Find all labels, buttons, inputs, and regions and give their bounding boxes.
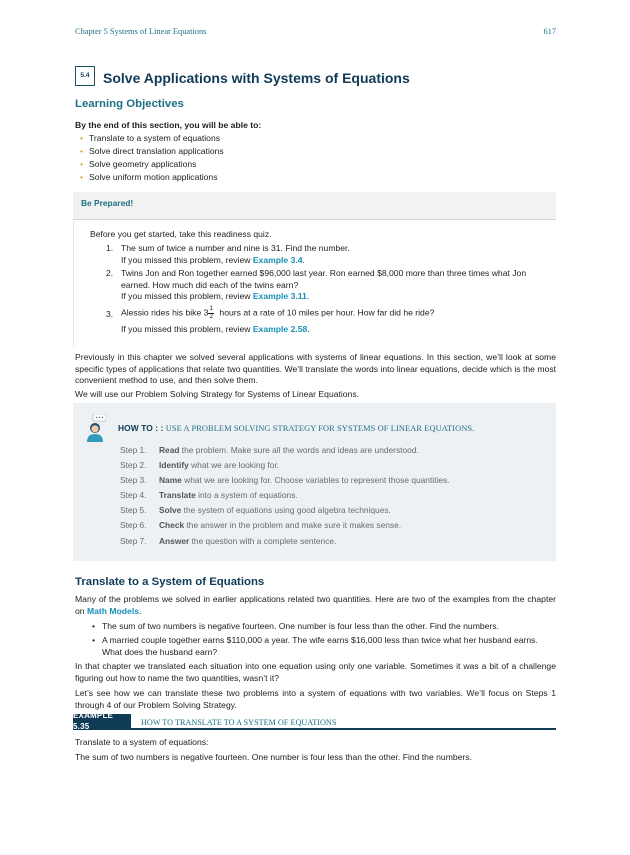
example-bullet: • The sum of two numbers is negative fourteen. One number is four less than the other. Find the numbers. [92,621,556,633]
body-paragraph: Previously in this chapter we solved several applications with systems of linear equations. In this section, we’ll look at some specific types of applications that relate two quantities. We’ll translate the words into linear equations, decide which is the most convenient method to use, and then solve them. [75,352,556,386]
example-instruction: Translate to a system of equations: [75,737,209,747]
review-link[interactable]: Example 3.4 [252,254,303,265]
objective-item: • Solve geometry applications [80,159,224,172]
review-link[interactable]: Example 3.11 [252,291,307,302]
running-head [75,26,556,37]
subsection-heading: Translate to a System of Equations [75,576,265,588]
quiz-question: Twins Jon and Ron together earned $96,000 last year. Ron earned $8,000 more than three times what Jon earned. How much did each of the twins earn? [121,268,527,290]
quiz-review: If you missed this problem, review Example 2.58. [121,324,310,334]
quiz-question: The sum of twice a number and nine is 31. Find the number. [121,243,350,253]
quiz-question: Alessio rides his bike 3 $\frac{1}{2}$ hours at a rate of 10 miles per hour. How far did he ride? [121,305,435,320]
objective-item: • Translate to a system of equations [80,133,224,146]
chapter-title: Chapter 5 Systems of Linear Equations [75,27,207,36]
example-problem: The sum of two numbers is negative fourteen. One number is four less than the other. Find the numbers. [75,752,472,762]
quiz-review: If you missed this problem, review Example 3.11. [121,291,310,302]
objective-item: • Solve direct translation applications [80,146,224,159]
instructor-avatar-icon [84,414,106,442]
quiz-number: 2. [106,268,114,278]
example-title: HOW TO TRANSLATE TO A SYSTEM OF EQUATIONS [141,718,337,727]
example-bullets [92,621,556,633]
math-models-link[interactable]: Math Models [86,605,139,616]
how-to-title: HOW TO : : USE A PROBLEM SOLVING STRATEGY FOR SYSTEMS OF LINEAR EQUATIONS. [118,423,475,433]
objectives-intro: By the end of this section, you will be able to: [75,120,262,130]
quiz-number: 1. [106,243,114,253]
example-label: EXAMPLE 5.35 [73,714,131,730]
page-number: 617 [543,27,556,36]
be-prepared-lead: Before you get started, take this readiness quiz. [90,229,272,239]
quiz-review: If you missed this problem, review Example 3.4. [121,254,305,265]
objectives-list [80,133,224,185]
review-link[interactable]: Example 2.58 [252,324,308,334]
example-bullets [92,635,556,658]
mixed-fraction: $\frac{1}{2}$ [209,305,214,320]
body-paragraph: Let’s see how we can translate these two problems into a system of equations with two variables. We’ll focus on Steps 1 through 4 of our Problem Solving Strategy. [75,688,556,710]
body-paragraph: Many of the problems we solved in earlier applications related two quantities. Here are two of the examples from the chapter on Math Models. [75,594,556,616]
body-paragraph: In that chapter we translated each situation into one equation using only one variable. Sometimes it was a bit of a challenge figuring out how to name the two quantities, wasn’t it? [75,661,556,683]
section-title: Solve Applications with Systems of Equations [103,70,410,86]
learning-objectives-heading: Learning Objectives [75,98,184,110]
example-bullet: • A married couple together earns $110,000 a year. The wife earns $16,000 less than twice what her husband earns. What does the husband earn? [92,635,556,658]
be-prepared-heading: Be Prepared! [73,192,556,220]
example-header [73,711,556,731]
objective-item: • Solve uniform motion applications [80,172,224,185]
body-paragraph: We will use our Problem Solving Strategy for Systems of Linear Equations. [75,389,360,399]
quiz-number: 3. [106,309,114,319]
section-number-badge: 5.4 [75,66,95,86]
